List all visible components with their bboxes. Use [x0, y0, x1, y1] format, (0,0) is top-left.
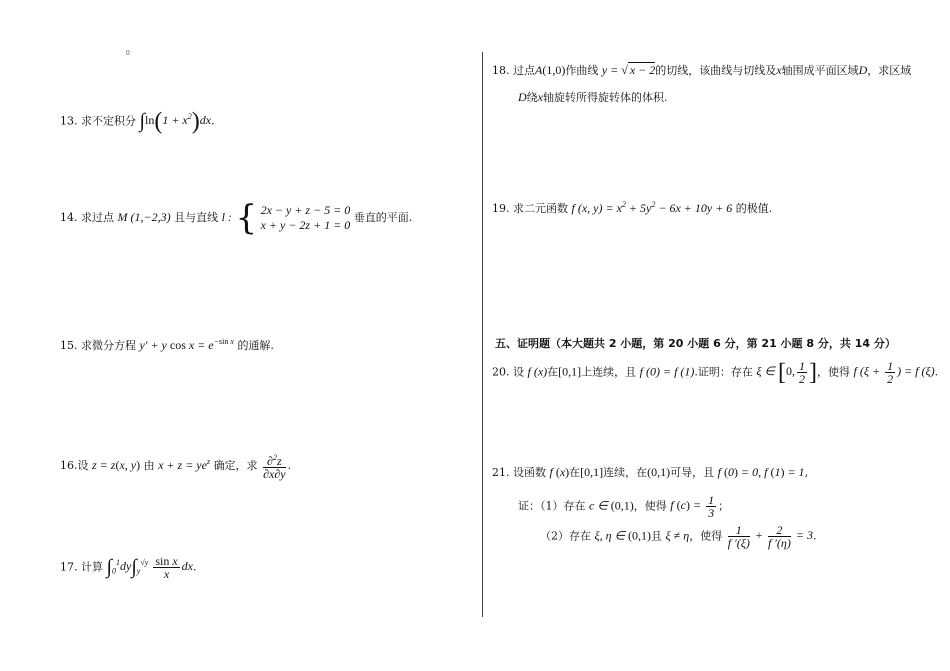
- q17-tail: .: [192, 560, 197, 574]
- q21-neq: ξ ≠ η: [665, 528, 690, 543]
- q15-text: 15. 求微分方程: [60, 339, 136, 352]
- q21-text-9: 且: [651, 529, 663, 543]
- q21-comma: ,: [804, 466, 809, 479]
- q18-region-1: D: [858, 63, 868, 77]
- q21-text-7: ；: [718, 499, 730, 513]
- q19-tail: 的极值.: [735, 202, 773, 215]
- q20-text-2: 在: [547, 365, 559, 379]
- q16-func: z = z(x, y): [92, 458, 141, 472]
- q20-text-3: 上连续，且: [581, 365, 637, 379]
- question-15: [60, 337, 274, 353]
- q16-eq: $x + z = ye^z$: [158, 457, 211, 472]
- q21-conditions: f (0) = 0, f (1) = 1: [717, 465, 805, 479]
- q18-x-2: x: [537, 90, 543, 104]
- question-21: [492, 464, 808, 480]
- q14-point: M (1,−2,3): [117, 210, 171, 224]
- q19-text: 19. 求二元函数: [492, 202, 568, 215]
- q15-tail: 的通解.: [237, 339, 274, 352]
- q20-text-1: 20. 设: [492, 365, 524, 379]
- q21-fc: f (c) = $\frac{1}{3}$: [670, 493, 715, 520]
- question-13: [60, 110, 215, 133]
- q17-text: 17. 计算: [60, 560, 103, 574]
- q18-region-2: D: [518, 90, 527, 104]
- q20-text-5: ，使得: [817, 365, 850, 379]
- q18-curve: y = √ x − 2: [601, 63, 656, 77]
- q18-text-4: 轴围成平面区域: [781, 64, 859, 77]
- q21-open-interval-1: (0,1): [647, 465, 671, 479]
- question-21-part2: [540, 524, 816, 549]
- q20-text-4: .证明：存在: [694, 365, 753, 379]
- question-18: [492, 62, 922, 78]
- q19-formula: f (x, $y) = x^2 + 5y^2 - 6x + 10y + 6$: [571, 200, 733, 215]
- q17-formula: $\int_0^1dy\int_y^{√y}$ $\frac{\text{sin x}}{x}$ dx: [106, 554, 193, 581]
- q18-text-7: 轴旋转所得旋转体的体积.: [543, 91, 668, 104]
- question-19: [492, 200, 772, 216]
- section-5-title: 五、证明题（本大题共 2 小题，第 20 小题 6 分，第 21 小题 8 分，共 14 分）: [495, 337, 896, 350]
- q21-text-5: 证：（1）存在: [518, 499, 586, 513]
- q21-text-3: 连续，在: [603, 466, 648, 479]
- question-16: [60, 452, 291, 480]
- q14-eq1: 2x − y + z − 5 = 0: [260, 203, 351, 217]
- q21-func: f (x): [549, 465, 570, 479]
- question-21-part1: [518, 494, 729, 519]
- q16-derivative: $\frac{\partial^2z}{\partial x\partial y}$: [263, 453, 286, 481]
- page-mark: 0: [126, 50, 130, 57]
- q21-c-range: c ∈ (0,1): [589, 498, 634, 513]
- q18-text-3: 的切线，该曲线与切线及: [655, 64, 777, 77]
- q15-formula: y′ + y $\cos x = e^{-sin x}$: [139, 337, 234, 352]
- q21-xi-eta: ξ, η ∈ (0,1): [594, 528, 652, 543]
- q14-system: [261, 203, 351, 233]
- question-20: [492, 360, 938, 385]
- q18-point: A(1,0): [535, 63, 566, 77]
- q21-text-1: 21. 设函数: [492, 466, 546, 479]
- q21-closed-interval: [0,1]: [580, 465, 604, 479]
- q14-brace: {: [235, 198, 258, 238]
- question-18-line2: [518, 89, 668, 105]
- q20-condition: f (0) = f (1): [639, 364, 695, 379]
- q21-text-4: 可导，且: [670, 466, 715, 479]
- q20-xi-range: ξ ∈ [0, $\frac{1}{2}$ ]: [756, 359, 817, 386]
- q14-tail: 垂直的平面.: [353, 211, 413, 224]
- q16-mid2: 确定，求: [213, 459, 258, 472]
- q20-text-6: .: [934, 365, 939, 379]
- q14-text: 14. 求过点: [60, 211, 114, 224]
- q14-line-name: l :: [221, 210, 232, 224]
- q13-text: 13. 求不定积分: [60, 114, 136, 128]
- q16-mid1: 由: [143, 459, 155, 472]
- q18-text-6: 绕: [526, 91, 538, 104]
- q18-text-5: ，求区域: [867, 64, 912, 77]
- q13-formula: $\int\ln(1 + x^2)dx$: [139, 108, 212, 135]
- question-14: [60, 198, 413, 238]
- q18-text-1: 18. 过点: [492, 64, 535, 77]
- q21-text-2: 在: [569, 466, 581, 479]
- q20-interval: [0,1]: [558, 364, 582, 379]
- q14-mid: 且与直线: [174, 211, 219, 224]
- q21-text-10: ，使得: [689, 529, 723, 543]
- q20-conclusion: f (ξ + $\frac{1}{2}$ ) = f (ξ): [853, 359, 935, 386]
- q21-text-6: ，使得: [633, 499, 667, 513]
- q21-text-8: （2）存在: [540, 529, 591, 543]
- q18-text-2: 作曲线: [565, 64, 599, 77]
- q21-conclusion: $\frac{1}{f '(\xi)}$ + $\frac{2}{f '(\eta)}$ = 3: [727, 523, 813, 550]
- column-divider: [482, 52, 483, 617]
- q20-func: f (x): [527, 364, 548, 379]
- q16-text: 16.设: [60, 459, 89, 472]
- q21-text-11: .: [812, 529, 817, 543]
- q13-tail: .: [211, 114, 215, 128]
- q14-eq2: x + y − 2z + 1 = 0: [260, 218, 351, 232]
- q18-x-1: x: [776, 63, 782, 77]
- q16-tail: .: [287, 459, 292, 472]
- question-17: [60, 555, 196, 580]
